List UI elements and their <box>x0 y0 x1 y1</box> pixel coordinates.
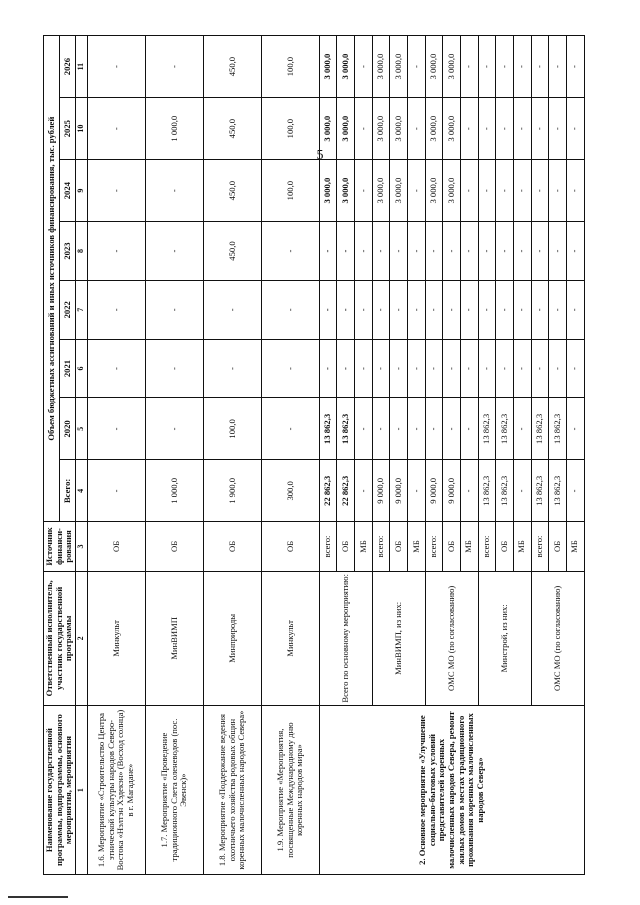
col-num: 1 <box>75 706 87 875</box>
value-cell: - <box>549 280 567 339</box>
value-cell: 9 000,0 <box>372 460 390 522</box>
value-cell: - <box>566 339 584 398</box>
value-cell: 1 000,0 <box>145 460 203 522</box>
col-num: 4 <box>75 460 87 522</box>
value-cell: - <box>408 222 426 281</box>
col-num: 5 <box>75 398 87 460</box>
value-cell: - <box>460 98 478 160</box>
value-cell: - <box>549 222 567 281</box>
value-cell: 3 000,0 <box>443 36 461 98</box>
source-cell: ОБ <box>261 522 319 571</box>
executor-cell: ОМС МО (по согласованию) <box>531 571 584 706</box>
value-cell: 3 000,0 <box>372 36 390 98</box>
value-cell: 450,0 <box>203 222 261 281</box>
value-cell: - <box>531 160 549 222</box>
value-cell: 3 000,0 <box>425 160 443 222</box>
value-cell: 9 000,0 <box>425 460 443 522</box>
value-cell: - <box>478 98 496 160</box>
value-cell: 3 000,0 <box>372 160 390 222</box>
value-cell: - <box>87 36 145 98</box>
col-num: 7 <box>75 280 87 339</box>
value-cell: 3 000,0 <box>425 98 443 160</box>
source-cell: ОБ <box>145 522 203 571</box>
value-cell: - <box>478 222 496 281</box>
value-cell: - <box>261 339 319 398</box>
value-cell: 13 862,3 <box>531 398 549 460</box>
value-cell: - <box>390 222 408 281</box>
value-cell: 100,0 <box>203 398 261 460</box>
financing-table <box>43 35 585 875</box>
value-cell: - <box>145 36 203 98</box>
value-cell: - <box>355 339 373 398</box>
source-cell: ОБ <box>443 522 461 571</box>
value-cell: 3 000,0 <box>337 36 355 98</box>
value-cell: 13 862,3 <box>496 460 514 522</box>
value-cell: 13 862,3 <box>337 398 355 460</box>
value-cell: 100,0 <box>261 98 319 160</box>
value-cell: 13 862,3 <box>549 460 567 522</box>
executor-cell: Минкульт <box>87 571 145 706</box>
value-cell: 3 000,0 <box>372 98 390 160</box>
col-num: 10 <box>75 98 87 160</box>
value-cell: - <box>566 280 584 339</box>
value-cell: - <box>203 339 261 398</box>
value-cell: - <box>337 222 355 281</box>
value-cell: - <box>566 398 584 460</box>
value-cell: - <box>319 280 337 339</box>
value-cell: 3 000,0 <box>319 160 337 222</box>
source-cell: всего: <box>319 522 337 571</box>
source-cell: МБ <box>355 522 373 571</box>
value-cell: - <box>372 339 390 398</box>
value-cell: - <box>513 460 531 522</box>
value-cell: - <box>460 398 478 460</box>
value-cell: - <box>87 280 145 339</box>
value-cell: - <box>87 398 145 460</box>
executor-cell: Минкульт <box>261 571 319 706</box>
value-cell: - <box>87 339 145 398</box>
value-cell: - <box>355 222 373 281</box>
value-cell: - <box>460 339 478 398</box>
value-cell: - <box>443 339 461 398</box>
value-cell: - <box>390 398 408 460</box>
value-cell: 3 000,0 <box>319 36 337 98</box>
value-cell: - <box>390 280 408 339</box>
value-cell: 3 000,0 <box>319 98 337 160</box>
value-cell: 22 862,3 <box>319 460 337 522</box>
value-cell: - <box>460 280 478 339</box>
value-cell: - <box>355 36 373 98</box>
value-cell: 100,0 <box>261 160 319 222</box>
header-year: 2026 <box>59 36 75 98</box>
measure-name: 1.6. Мероприятие «Строительство Центра этнической культуры народов Северо-Востока «Нэлтэн Хэдекэн» (Восход солнца) в г. Магадане» <box>87 706 145 875</box>
col-num: 6 <box>75 339 87 398</box>
value-cell: - <box>319 222 337 281</box>
value-cell: 1 000,0 <box>145 98 203 160</box>
executor-cell: ОМС МО (по согласованию) <box>425 571 478 706</box>
value-cell: - <box>460 36 478 98</box>
value-cell: - <box>261 280 319 339</box>
value-cell: 13 862,3 <box>478 398 496 460</box>
value-cell: 450,0 <box>203 36 261 98</box>
value-cell: - <box>425 398 443 460</box>
value-cell: - <box>408 460 426 522</box>
value-cell: 100,0 <box>261 36 319 98</box>
value-cell: 3 000,0 <box>337 160 355 222</box>
value-cell: 3 000,0 <box>425 36 443 98</box>
value-cell: - <box>145 398 203 460</box>
value-cell: - <box>319 339 337 398</box>
value-cell: - <box>478 280 496 339</box>
source-cell: всего: <box>425 522 443 571</box>
value-cell: - <box>425 222 443 281</box>
value-cell: 3 000,0 <box>337 98 355 160</box>
source-cell: МБ <box>408 522 426 571</box>
header-year: 2021 <box>59 339 75 398</box>
measure-name: 1.8. Мероприятие «Поддержание ведения охотничьего хозяйства родовых общин коренных малочисленных народов Севера» <box>203 706 261 875</box>
value-cell: - <box>261 222 319 281</box>
header-source: Источник финанси-рования <box>44 522 76 571</box>
header-volume: Объем бюджетных ассигнований и иных источников финансирования, тыс. рублей <box>44 36 60 522</box>
value-cell: 9 000,0 <box>443 460 461 522</box>
value-cell: - <box>408 36 426 98</box>
value-cell: - <box>390 339 408 398</box>
value-cell: - <box>460 160 478 222</box>
value-cell: - <box>372 280 390 339</box>
value-cell: - <box>566 222 584 281</box>
value-cell: 3 000,0 <box>443 98 461 160</box>
value-cell: - <box>513 339 531 398</box>
value-cell: 13 862,3 <box>531 460 549 522</box>
value-cell: - <box>549 160 567 222</box>
value-cell: - <box>145 160 203 222</box>
value-cell: - <box>566 98 584 160</box>
value-cell: 3 000,0 <box>443 160 461 222</box>
value-cell: - <box>87 460 145 522</box>
source-cell: всего: <box>531 522 549 571</box>
value-cell: 3 000,0 <box>390 160 408 222</box>
header-year: 2022 <box>59 280 75 339</box>
source-cell: МБ <box>460 522 478 571</box>
source-cell: МБ <box>513 522 531 571</box>
value-cell: - <box>513 280 531 339</box>
value-cell: 13 862,3 <box>549 398 567 460</box>
header-year: 2024 <box>59 160 75 222</box>
value-cell: - <box>145 339 203 398</box>
value-cell: 13 862,3 <box>496 398 514 460</box>
value-cell: - <box>460 460 478 522</box>
value-cell: - <box>408 339 426 398</box>
value-cell: - <box>408 280 426 339</box>
value-cell: - <box>496 98 514 160</box>
value-cell: - <box>145 222 203 281</box>
measure-name: 1.7. Мероприятие «Проведение традиционного Слета оленеводов (пос. Эвенск)» <box>145 706 203 875</box>
header-executor: Ответственный исполнитель, участник государственной программы <box>44 571 76 706</box>
value-cell: - <box>496 339 514 398</box>
value-cell: - <box>496 280 514 339</box>
table-row <box>87 36 145 875</box>
value-cell: - <box>372 398 390 460</box>
value-cell: - <box>531 222 549 281</box>
col-num: 11 <box>75 36 87 98</box>
header-year: 2023 <box>59 222 75 281</box>
source-cell: ОБ <box>549 522 567 571</box>
header-year: 2020 <box>59 398 75 460</box>
value-cell: 13 862,3 <box>319 398 337 460</box>
table-row <box>203 36 261 875</box>
value-cell: 450,0 <box>203 98 261 160</box>
value-cell: - <box>513 398 531 460</box>
value-cell: - <box>408 98 426 160</box>
value-cell: - <box>87 222 145 281</box>
value-cell: - <box>460 222 478 281</box>
source-cell: ОБ <box>337 522 355 571</box>
value-cell: - <box>443 398 461 460</box>
source-cell: ОБ <box>496 522 514 571</box>
value-cell: - <box>566 36 584 98</box>
col-num: 3 <box>75 522 87 571</box>
value-cell: - <box>443 222 461 281</box>
value-cell: - <box>549 98 567 160</box>
footer-rule <box>8 896 68 898</box>
source-cell: всего: <box>372 522 390 571</box>
table-row <box>261 36 319 875</box>
col-num: 8 <box>75 222 87 281</box>
rotated-table-wrapper <box>43 35 578 875</box>
value-cell: - <box>355 460 373 522</box>
executor-cell: МинВИМП <box>145 571 203 706</box>
value-cell: - <box>203 280 261 339</box>
source-cell: ОБ <box>203 522 261 571</box>
main-measure-name: 2. Основное мероприятие «Улучшение социально-бытовых условий представителей коренных малочисленных народов Севера, ремонт жилых домов в местах традиционного проживания коренных малочисленных народов Севера» <box>319 706 584 875</box>
executor-cell: Минприроды <box>203 571 261 706</box>
value-cell: - <box>337 280 355 339</box>
value-cell: - <box>372 222 390 281</box>
header-year: 2025 <box>59 98 75 160</box>
value-cell: - <box>496 222 514 281</box>
value-cell: - <box>513 98 531 160</box>
value-cell: - <box>355 280 373 339</box>
value-cell: - <box>496 160 514 222</box>
value-cell: 300,0 <box>261 460 319 522</box>
value-cell: - <box>496 36 514 98</box>
value-cell: - <box>355 398 373 460</box>
value-cell: - <box>87 98 145 160</box>
source-cell: всего: <box>478 522 496 571</box>
measure-name: 1.9. Мероприятие «Мероприятия, посвященные Международному дню коренных народов мира» <box>261 706 319 875</box>
table-row <box>319 36 337 875</box>
value-cell: - <box>549 36 567 98</box>
source-cell: ОБ <box>87 522 145 571</box>
value-cell: - <box>478 339 496 398</box>
value-cell: - <box>513 36 531 98</box>
header-total: Всего: <box>59 460 75 522</box>
col-num: 2 <box>75 571 87 706</box>
value-cell: 13 862,3 <box>478 460 496 522</box>
col-num: 9 <box>75 160 87 222</box>
value-cell: - <box>145 280 203 339</box>
value-cell: - <box>566 460 584 522</box>
value-cell: 3 000,0 <box>390 98 408 160</box>
executor-cell: Всего по основному мероприятию: <box>319 571 372 706</box>
value-cell: - <box>87 160 145 222</box>
value-cell: - <box>513 160 531 222</box>
value-cell: - <box>478 36 496 98</box>
value-cell: - <box>355 98 373 160</box>
page-number: 5 <box>316 148 324 163</box>
value-cell: - <box>513 222 531 281</box>
value-cell: - <box>531 98 549 160</box>
value-cell: - <box>478 160 496 222</box>
table-row <box>145 36 203 875</box>
value-cell: - <box>355 160 373 222</box>
value-cell: 1 900,0 <box>203 460 261 522</box>
value-cell: 22 862,3 <box>337 460 355 522</box>
value-cell: 9 000,0 <box>390 460 408 522</box>
value-cell: 450,0 <box>203 160 261 222</box>
value-cell: - <box>408 398 426 460</box>
executor-cell: МинВИМП, из них: <box>372 571 425 706</box>
column-number-row <box>75 36 87 875</box>
value-cell: - <box>425 339 443 398</box>
value-cell: - <box>531 339 549 398</box>
source-cell: ОБ <box>390 522 408 571</box>
value-cell: - <box>261 398 319 460</box>
value-cell: - <box>408 160 426 222</box>
value-cell: - <box>531 36 549 98</box>
value-cell: 3 000,0 <box>390 36 408 98</box>
value-cell: - <box>566 160 584 222</box>
source-cell: МБ <box>566 522 584 571</box>
value-cell: - <box>549 339 567 398</box>
value-cell: - <box>425 280 443 339</box>
header-row-1 <box>44 36 60 875</box>
value-cell: - <box>337 339 355 398</box>
executor-cell: Минстрой, из них: <box>478 571 531 706</box>
header-name: Наименование государственной программы, подпрограммы, основного мероприятия, мероприятия <box>44 706 76 875</box>
value-cell: - <box>443 280 461 339</box>
value-cell: - <box>531 280 549 339</box>
